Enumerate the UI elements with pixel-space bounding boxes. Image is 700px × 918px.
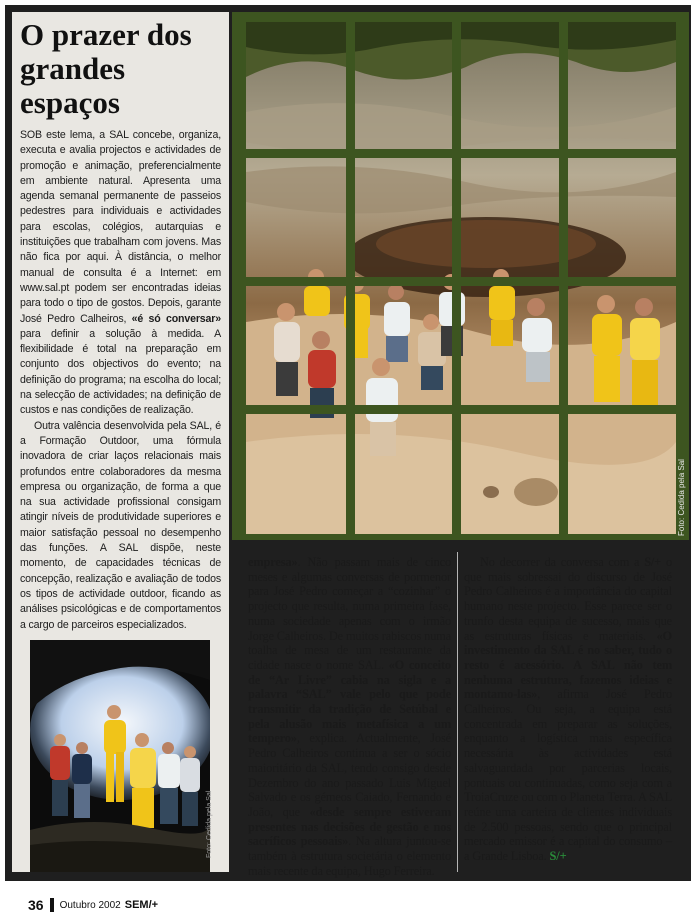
body-column-middle	[248, 555, 452, 878]
cave-group-photo	[246, 22, 676, 534]
paragraph: empresa». Não passam mais de cinco meses e algumas conversas de pormenor para José Pedro começar a “cozinhar” o projecto que resulta, numa primeira fase, numa sociedade apenas com o irmão Jorge Calheiros. De muitos rabiscos numa toalha de mesa de um restaurante da cidade nasce o nome SAL. «O conceito de “Ar Livre” cabia na sigla e a palavra “SAL” vale pelo que pode transmitir da tradição de Setúbal e pela alusão mais metafísica a um tempero», explica. Actualmente, José Pedro Calheiros continua a ser o sócio maioritário da SAL, tendo consigo desde Dezembro do ano passado Luis Miguel Salvado e os gémeos Caiado, Fernando e João, que «desde sempre estiveram presentes nas decisões de gestão e nos sacríficos pessoais». Na altura juntou-se também à estrutura societária o elemento mais recente da equipa, Hugo Ferreira.	[248, 555, 452, 878]
main-photo-credit: Foto: Cedida pela Sal	[677, 459, 686, 536]
page-number: 36	[28, 897, 44, 913]
paragraph: SOB este lema, a SAL concebe, organiza, executa e avalia projectos e actividades de promoção e animação, preferencialmente em ambiente natural. Apresenta uma agenda semanal permanente de passeios pedestres para individuais e actividades para escolas, colégios, autarquias e instituições que trabalham com jovens. Mas não fica por aqui. À distância, o melhor manual de consulta é a Internet: em www.sal.pt podem ser encontradas ideias para todo o tipo de gostos. Depois, garante José Pedro Calheiros, «é só conversar» para definir a solução à medida. A flexibilidade é total na preparação em conjunto dos objectivos do evento; na definição do programa; na escolha do local; na selecção de actividades; na definição de custos e nas condições de realização.	[20, 129, 221, 417]
main-photo-area	[232, 12, 689, 540]
paragraph: No decorrer da conversa com a S/+ o que mais sobressai do discurso de José Pedro Calheiros é a importância do capital humano neste projecto. Esse parece ser o trunfo desta equipa de sucesso, mais que as estruturas físicas e materiais. «O investimento da SAL é no saber, tudo o resto é acessório. A SAL não tem nenhuma estrutura, fazemos ideias e montamo-las», afirma José Pedro Calheiros. Ou seja, a equipa está concentrada em preparar as soluções, enquanto a logística mais específica necessária às actividades está salvaguardada por parcerias locais, pontuais ou continuadas, como seja com a TroiaCruze ou com o Planeta Terra. A SAL reúne uma carteira de clientes individuais de 2.500 pessoas, sendo que o principal mercado emissor é a capital do consumo – a Grande Lisboa. S/+	[464, 555, 672, 864]
article-title: O prazer dos grandes espaços	[20, 17, 192, 120]
article-lead	[20, 128, 221, 633]
small-photo-credit: Foto: Cedida pela Sal	[206, 790, 213, 858]
footer-separator	[50, 898, 54, 912]
group-photo-image	[30, 640, 210, 872]
group-photo	[30, 640, 210, 872]
body-column-right	[464, 555, 672, 875]
page-footer	[28, 895, 158, 915]
magazine-brand: SEM/+	[124, 899, 159, 911]
issue-date: Outubro 2002	[59, 899, 121, 911]
column-divider	[457, 552, 458, 872]
paragraph: Outra valência desenvolvida pela SAL, é a Formação Outdoor, uma fórmula inovadora de criar laços relacionais mais profundos entre colaboradores da mesma empresa ou organização, de forma a que na sua actividade profissional consigam atingir níveis de produtividade superiores e maior satisfação pessoal no desempenho das funções. A SAL dispõe, neste momento, de capacidades técnicas de concepção, realização e avaliação de todos os tipos de actividade outdoor, ficando as análises psicológicas e de comportamentos a cargo de parceiros especializados.	[20, 419, 221, 631]
